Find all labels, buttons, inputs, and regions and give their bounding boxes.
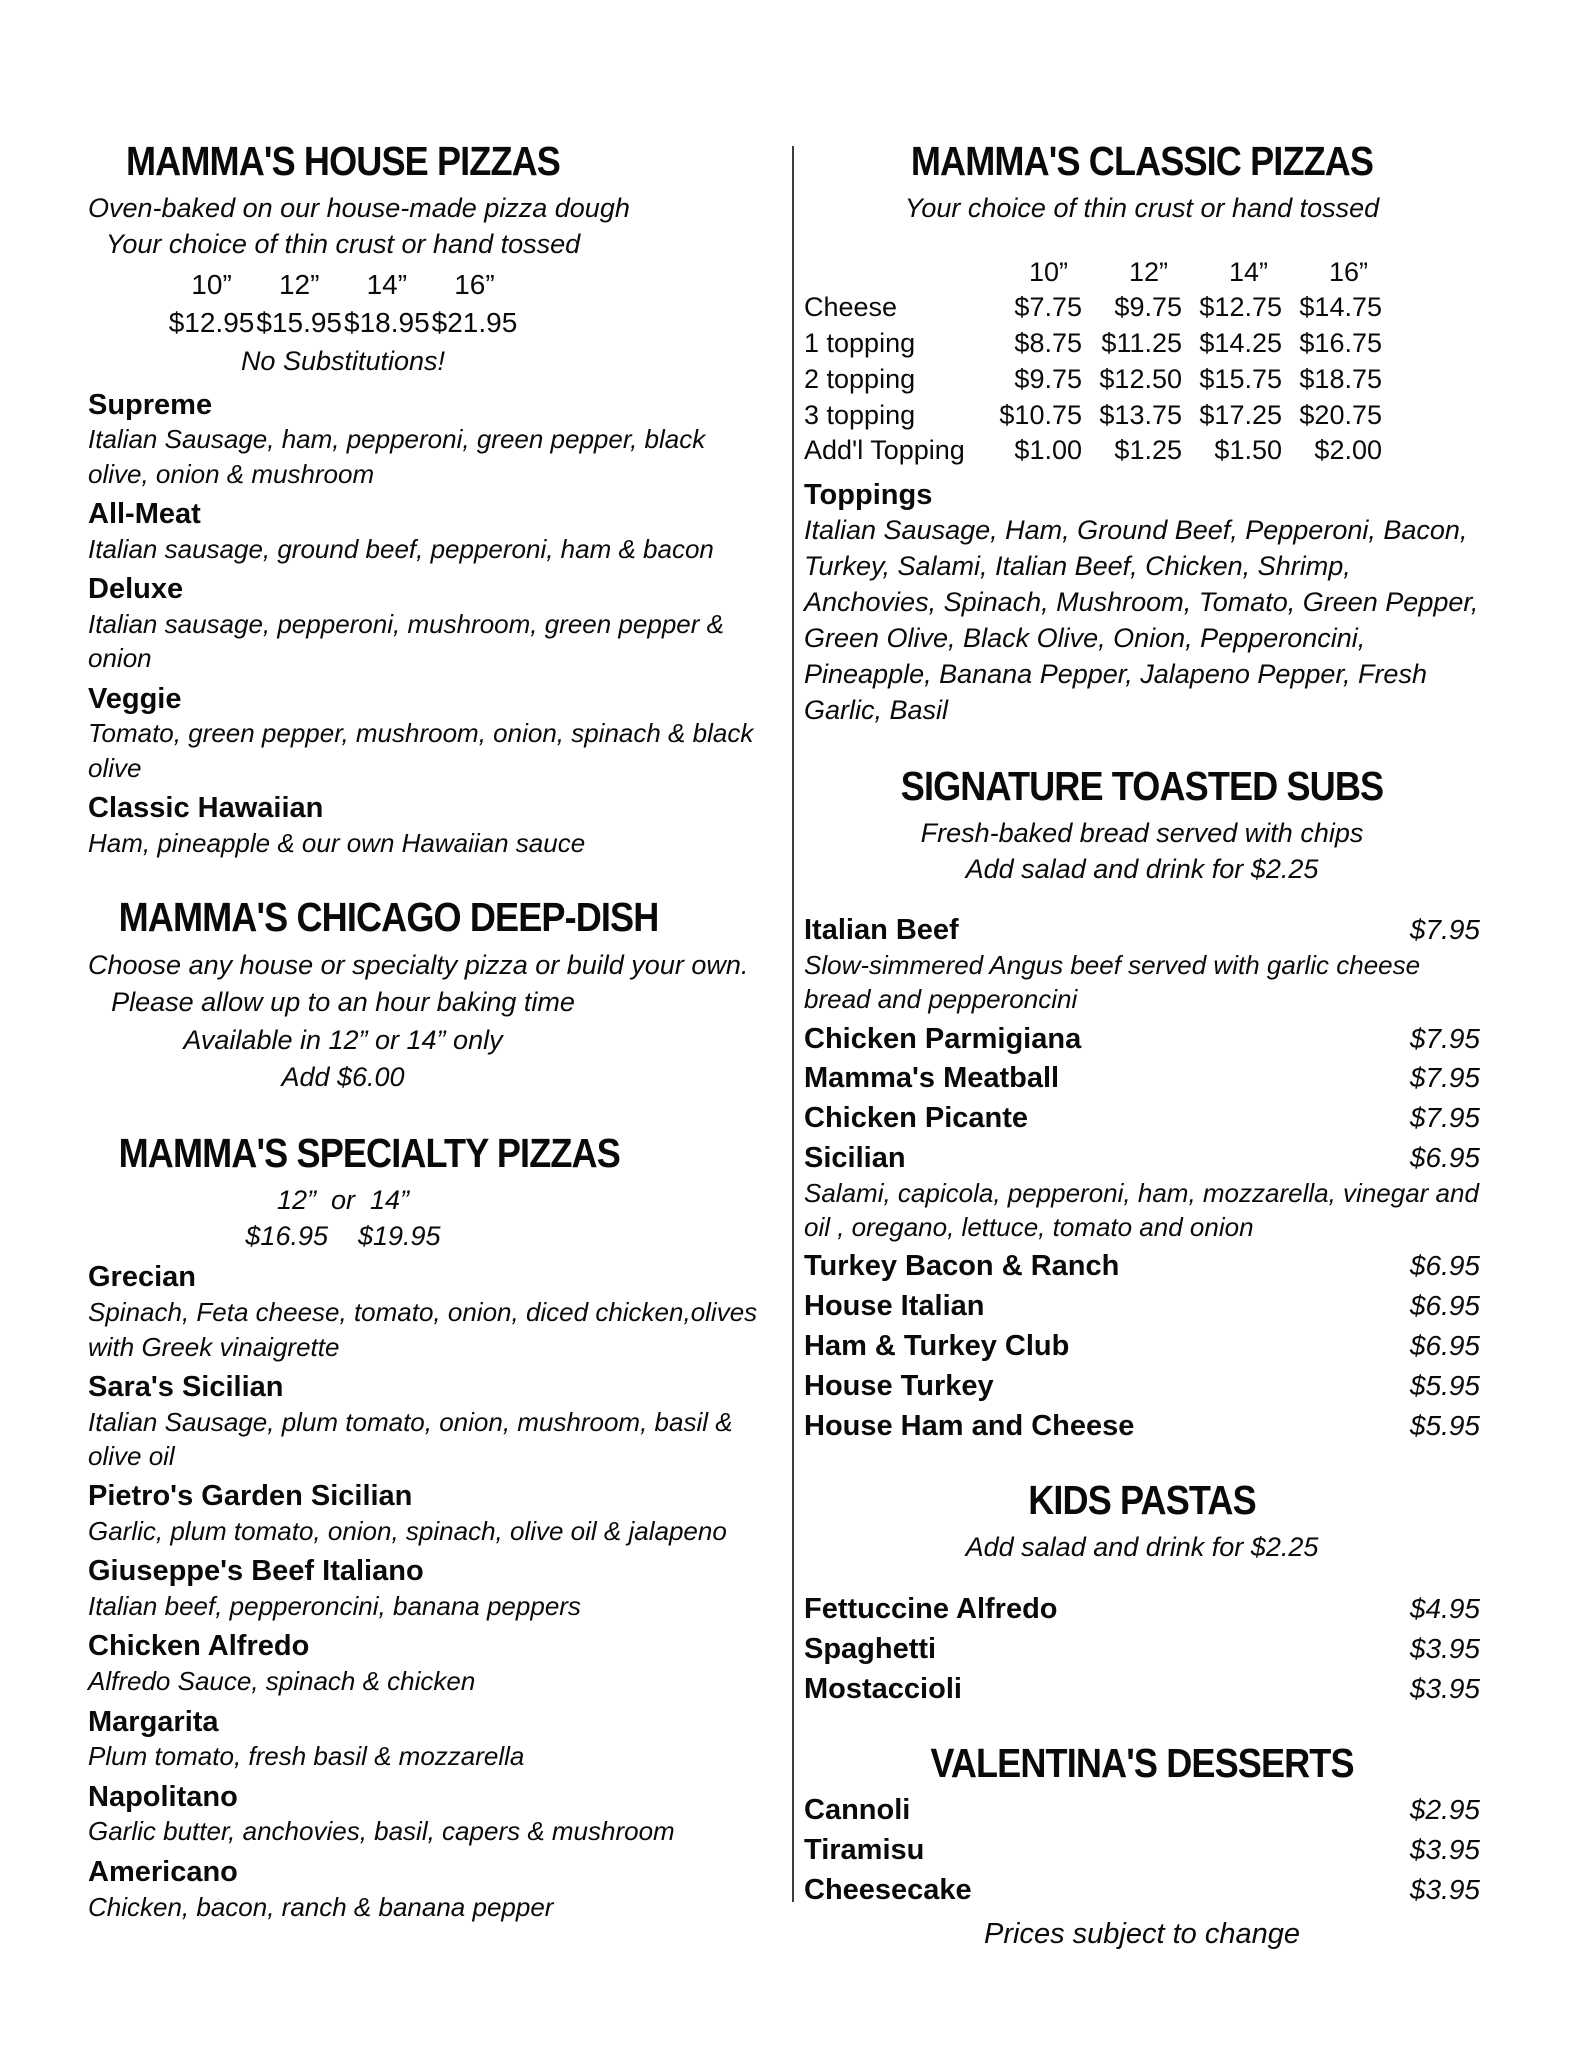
- price-cell: $18.95: [344, 307, 430, 339]
- column-divider: [792, 146, 794, 1902]
- item-price: $2.95: [1409, 1794, 1480, 1826]
- item-desc: Garlic butter, anchovies, basil, capers & mushroom: [88, 1816, 675, 1847]
- size-cell: 10”: [191, 269, 232, 301]
- price-cell: $16.75: [1299, 328, 1382, 359]
- menu-item: [88, 791, 768, 860]
- specialty-sizes-line: 12” or 14”: [276, 1185, 410, 1216]
- menu-item: [88, 1370, 768, 1473]
- menu-item-row: [804, 1409, 1480, 1444]
- price-cell: $12.50: [1099, 363, 1182, 394]
- size-header-cell: 14”: [1228, 256, 1268, 287]
- deep-dish-line: Choose any house or specialty pizza or build your own.: [88, 950, 749, 981]
- toasted-subs-title: SIGNATURE TOASTED SUBS: [900, 762, 1384, 809]
- item-name: House Ham and Cheese: [804, 1409, 1135, 1442]
- menu-item: [88, 1780, 768, 1849]
- item-name: Grecian: [88, 1261, 196, 1294]
- item-name: Pietro's Garden Sicilian: [88, 1480, 413, 1513]
- deep-dish-line: Available in 12” or 14” only: [183, 1024, 503, 1055]
- classic-price-row: [804, 326, 1382, 362]
- item-name: Napolitano: [88, 1780, 238, 1813]
- classic-price-row: [804, 433, 1382, 469]
- item-name: Veggie: [88, 682, 182, 715]
- item-desc: Slow-simmered Angus beef served with garlic cheese bread and pepperoncini: [804, 949, 1421, 1015]
- item-desc: Salami, capicola, pepperoni, ham, mozzarella, vinegar and oil , oregano, lettuce, tomato and onion: [804, 1177, 1479, 1243]
- house-pizzas-subtitle-1: Oven-baked on our house-made pizza dough: [88, 193, 630, 224]
- item-desc: Italian sausage, ground beef, pepperoni, ham & bacon: [88, 533, 714, 564]
- row-label: Cheese: [804, 292, 898, 323]
- item-desc: Italian sausage, pepperoni, mushroom, green pepper & onion: [88, 608, 724, 674]
- item-name: Chicken Alfredo: [88, 1630, 310, 1663]
- price-cell: $1.00: [1014, 435, 1082, 466]
- menu-item-row: [804, 1873, 1480, 1908]
- menu-item-row: [804, 1632, 1480, 1667]
- row-label: Add'l Topping: [804, 435, 965, 466]
- price-cell: $14.25: [1199, 328, 1282, 359]
- section-specialty-pizzas: [88, 1132, 768, 1924]
- price-cell: $7.75: [1014, 292, 1082, 323]
- price-cell: $20.75: [1299, 399, 1382, 430]
- item-name: House Italian: [804, 1290, 985, 1323]
- no-substitutions-note: No Substitutions!: [240, 345, 446, 376]
- menu-item-row: [804, 1022, 1480, 1057]
- item-name: Americano: [88, 1855, 238, 1888]
- item-name: Cannoli: [804, 1794, 911, 1827]
- item-name: Sicilian: [804, 1141, 906, 1174]
- item-name: Cheesecake: [804, 1874, 972, 1907]
- item-desc: Plum tomato, fresh basil & mozzarella: [88, 1741, 525, 1772]
- item-name: Italian Beef: [804, 914, 959, 947]
- item-name: House Turkey: [804, 1369, 994, 1402]
- prices-subject-note: Prices subject to change: [984, 1917, 1300, 1950]
- kids-pastas-subtitle: Add salad and drink for $2.25: [965, 1532, 1319, 1563]
- menu-item-row: [804, 1289, 1480, 1324]
- menu-item-row: [804, 1592, 1480, 1627]
- menu-item-row: [804, 1249, 1480, 1284]
- toppings-list: Italian Sausage, Ham, Ground Beef, Pepperoni, Bacon, Turkey, Salami, Italian Beef, Chicken, Shrimp, Anchovies, Spinach, Mushroom, Tomato, Green Pepper, Green Olive, Black Olive, Onion, Pepperoncini, Pineapple, Banana Pepper, Jalapeno Pepper, Fresh Garlic, Basil: [804, 515, 1479, 725]
- corner-cell: [804, 255, 982, 291]
- menu-item: [88, 1260, 768, 1363]
- menu-item: [88, 497, 768, 566]
- item-name: Chicken Parmigiana: [804, 1022, 1082, 1055]
- house-price-row: [168, 304, 519, 342]
- deep-dish-line: Add $6.00: [281, 1061, 405, 1092]
- classic-pizzas-title: MAMMA'S CLASSIC PIZZAS: [910, 138, 1374, 184]
- price-cell: $18.75: [1299, 363, 1382, 394]
- item-price: $6.95: [1409, 1141, 1480, 1173]
- item-price: $3.95: [1409, 1874, 1480, 1906]
- section-kids-pastas: [804, 1479, 1480, 1706]
- menu-item: [88, 388, 768, 491]
- deep-dish-line: Please allow up to an hour baking time: [111, 987, 575, 1018]
- item-desc: Italian Sausage, ham, pepperoni, green pepper, black olive, onion & mushroom: [88, 424, 706, 489]
- row-label: 2 topping: [804, 363, 916, 394]
- item-price: $5.95: [1409, 1409, 1480, 1441]
- size-cell: 16”: [454, 269, 495, 301]
- menu-item-row: [804, 1141, 1480, 1176]
- menu-item-row: [804, 1672, 1480, 1707]
- section-toasted-subs: [804, 762, 1480, 1444]
- item-price: $7.95: [1409, 1102, 1480, 1134]
- item-name: Ham & Turkey Club: [804, 1329, 1070, 1362]
- classic-price-row: [804, 290, 1382, 326]
- house-size-price-block: [88, 266, 598, 342]
- price-cell: $15.95: [256, 307, 342, 339]
- item-name: Deluxe: [88, 573, 184, 606]
- section-house-pizzas: [88, 140, 768, 860]
- price-cell: $10.75: [999, 399, 1082, 430]
- toppings-label: Toppings: [804, 479, 933, 512]
- menu-item-row: [804, 1101, 1480, 1136]
- menu-item-row: [804, 1061, 1480, 1096]
- price-cell: $9.75: [1114, 292, 1182, 323]
- section-classic-pizzas: [804, 140, 1480, 729]
- menu-item-row: [804, 1329, 1480, 1364]
- item-name: All-Meat: [88, 498, 201, 530]
- classic-price-row: [804, 362, 1382, 398]
- section-deep-dish: [88, 896, 768, 1096]
- item-price: $3.95: [1409, 1632, 1480, 1664]
- menu-item-row: [804, 1833, 1480, 1868]
- price-cell: $2.00: [1314, 435, 1382, 466]
- kids-pastas-title: KIDS PASTAS: [1028, 1477, 1256, 1524]
- item-name: Chicken Picante: [804, 1102, 1029, 1135]
- price-cell: $14.75: [1299, 292, 1382, 323]
- item-name: Mamma's Meatball: [804, 1062, 1060, 1095]
- menu-item-row: [804, 1369, 1480, 1404]
- menu-item: [88, 1479, 768, 1548]
- size-header-cell: 16”: [1328, 256, 1368, 287]
- menu-item: [88, 1629, 768, 1698]
- deep-dish-title: MAMMA'S CHICAGO DEEP-DISH: [118, 894, 659, 941]
- item-desc: Garlic, plum tomato, onion, spinach, olive oil & jalapeno: [88, 1516, 727, 1547]
- item-price: $3.95: [1409, 1672, 1480, 1704]
- item-desc: Tomato, green pepper, mushroom, onion, spinach & black olive: [88, 718, 754, 783]
- menu-item: [88, 1705, 768, 1774]
- item-desc: Ham, pineapple & our own Hawaiian sauce: [88, 827, 586, 858]
- menu-item: [88, 1554, 768, 1623]
- item-name: Giuseppe's Beef Italiano: [88, 1555, 424, 1588]
- right-column: [804, 140, 1480, 1951]
- price-cell: $9.75: [1014, 363, 1082, 394]
- item-name: Tiramisu: [804, 1834, 925, 1867]
- menu-item-row: [804, 1793, 1480, 1828]
- house-pizzas-title: MAMMA'S HOUSE PIZZAS: [126, 138, 560, 184]
- item-desc: Italian Sausage, plum tomato, onion, mushroom, basil & olive oil: [88, 1406, 733, 1471]
- classic-size-header-row: [804, 255, 1382, 291]
- item-price: $5.95: [1409, 1369, 1480, 1401]
- item-desc: Spinach, Feta cheese, tomato, onion, diced chicken,olives with Greek vinaigrette: [88, 1297, 758, 1362]
- price-cell: $1.50: [1214, 435, 1282, 466]
- item-name: Turkey Bacon & Ranch: [804, 1250, 1120, 1283]
- classic-price-table: [804, 255, 1382, 470]
- desserts-title: VALENTINA'S DESSERTS: [930, 1740, 1354, 1787]
- specialty-prices-line: $16.95 $19.95: [245, 1220, 441, 1251]
- item-price: $7.95: [1409, 1022, 1480, 1054]
- item-price: $7.95: [1409, 914, 1480, 946]
- size-header-cell: 12”: [1128, 256, 1168, 287]
- item-price: $4.95: [1409, 1593, 1480, 1625]
- item-price: $6.95: [1409, 1290, 1480, 1322]
- price-cell: $11.25: [1101, 328, 1182, 359]
- item-name: Spaghetti: [804, 1632, 937, 1665]
- toasted-subs-subtitle-1: Fresh-baked bread served with chips: [920, 817, 1364, 848]
- item-name: Classic Hawaiian: [88, 791, 324, 824]
- house-size-row: [168, 266, 519, 304]
- menu-item: [88, 1855, 768, 1924]
- house-size-price-table: [168, 266, 519, 342]
- item-name: Supreme: [88, 388, 213, 421]
- price-cell: $13.75: [1099, 399, 1182, 430]
- item-price: $3.95: [1409, 1834, 1480, 1866]
- price-cell: $21.95: [431, 307, 518, 339]
- size-header-cell: 10”: [1028, 256, 1068, 287]
- size-cell: 14”: [366, 269, 408, 301]
- price-cell: $8.75: [1014, 328, 1082, 359]
- left-column: [88, 140, 768, 1924]
- toasted-subs-subtitle-2: Add salad and drink for $2.25: [965, 853, 1319, 884]
- item-desc: Alfredo Sauce, spinach & chicken: [88, 1666, 476, 1697]
- item-name: Mostaccioli: [804, 1672, 962, 1705]
- price-cell: $12.75: [1199, 292, 1282, 323]
- menu-item: [88, 682, 768, 785]
- item-desc: Chicken, bacon, ranch & banana pepper: [88, 1891, 554, 1922]
- item-price: $6.95: [1409, 1329, 1480, 1361]
- item-name: Sara's Sicilian: [88, 1370, 284, 1403]
- row-label: 1 topping: [804, 328, 916, 359]
- specialty-pizzas-title: MAMMA'S SPECIALTY PIZZAS: [118, 1130, 620, 1177]
- size-cell: 12”: [278, 269, 320, 301]
- house-pizzas-subtitle-2: Your choice of thin crust or hand tossed: [105, 228, 581, 259]
- item-price: $6.95: [1409, 1250, 1480, 1282]
- item-desc: Italian beef, pepperoncini, banana peppers: [88, 1591, 581, 1622]
- menu-item: [88, 572, 768, 675]
- classic-price-row: [804, 398, 1382, 434]
- price-cell: $12.95: [168, 307, 255, 339]
- section-desserts: [804, 1742, 1480, 1950]
- item-price: $7.95: [1409, 1062, 1480, 1094]
- classic-pizzas-subtitle: Your choice of thin crust or hand tossed: [904, 193, 1380, 224]
- item-name: Margarita: [88, 1705, 219, 1738]
- item-name: Fettuccine Alfredo: [804, 1593, 1058, 1626]
- menu-item-row: [804, 913, 1480, 948]
- price-cell: $17.25: [1199, 399, 1282, 430]
- row-label: 3 topping: [804, 399, 916, 430]
- price-cell: $15.75: [1199, 363, 1282, 394]
- price-cell: $1.25: [1114, 435, 1182, 466]
